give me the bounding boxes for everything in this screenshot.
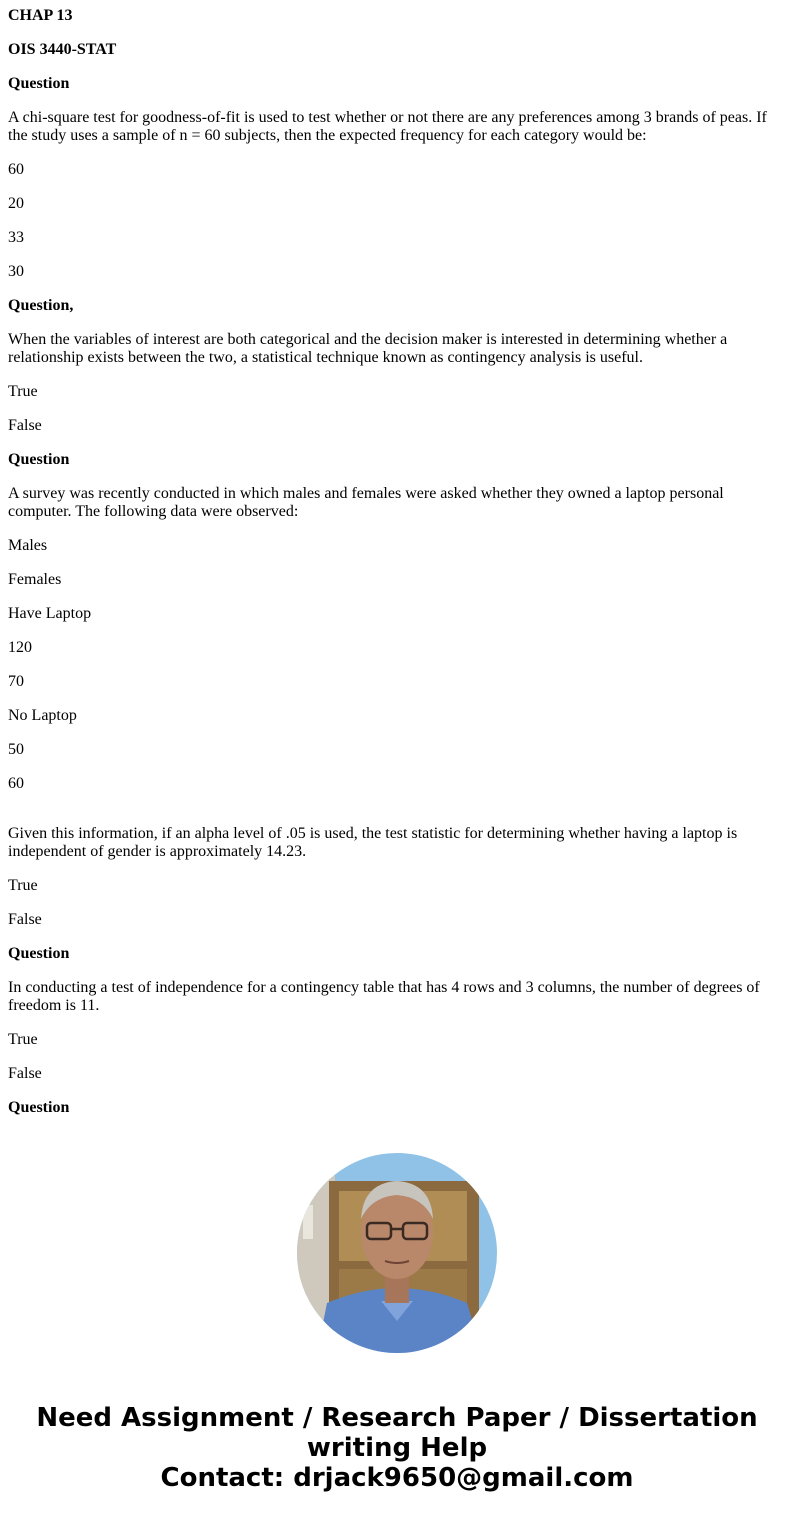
question-text: When the variables of interest are both categorical and the decision maker is interested in determining whether a relationship exists between the two, a statistical technique known as contingency analysis is useful.	[8, 331, 728, 366]
promo-line: writing Help	[306, 1433, 488, 1463]
question-text: In conducting a test of independence for a contingency table that has 4 rows and 3 columns, the number of degrees of freedom is 11.	[8, 979, 760, 1014]
answer-option: 30	[8, 263, 24, 280]
question-label: Question,	[8, 297, 74, 314]
answer-option: False	[8, 911, 42, 928]
table-cell: Have Laptop	[8, 605, 92, 622]
answer-option: 33	[8, 229, 24, 246]
table-cell: 60	[8, 775, 24, 792]
question-label: Question	[8, 75, 70, 92]
promo-line: Need Assignment / Research Paper / Dissertation	[36, 1403, 758, 1433]
table-cell: 70	[8, 673, 24, 690]
table-cell: No Laptop	[8, 707, 77, 724]
answer-option: False	[8, 1065, 42, 1082]
question-text: A survey was recently conducted in which males and females were asked whether they owned a laptop personal computer. The following data were observed:	[8, 485, 724, 520]
document-body	[8, 7, 784, 1133]
answer-option: True	[8, 383, 38, 400]
table-cell: Males	[8, 537, 48, 554]
answer-option: 60	[8, 161, 24, 178]
table-cell: 50	[8, 741, 24, 758]
chapter-heading: CHAP 13	[8, 7, 73, 24]
answer-option: True	[8, 1031, 38, 1048]
question-label: Question	[8, 945, 70, 962]
course-code: OIS 3440-STAT	[8, 41, 117, 58]
author-photo	[297, 1153, 497, 1353]
blank-line	[8, 809, 784, 825]
table-cell: 120	[8, 639, 32, 656]
promo-footer	[0, 1403, 794, 1493]
portrait-illustration	[297, 1153, 497, 1353]
question-text: A chi-square test for goodness-of-fit is used to test whether or not there are any preferences among 3 brands of peas. If the study uses a sample of n = 60 subjects, then the expected frequency for each category would be:	[8, 109, 767, 144]
answer-option: 20	[8, 195, 24, 212]
question-label: Question	[8, 1099, 70, 1116]
wall-switch	[303, 1205, 313, 1239]
table-cell: Females	[8, 571, 62, 588]
answer-option: True	[8, 877, 38, 894]
question-label: Question	[8, 451, 70, 468]
question-followup: Given this information, if an alpha level of .05 is used, the test statistic for determining whether having a laptop is independent of gender is approximately 14.23.	[8, 825, 738, 860]
contact-line: Contact: drjack9650@gmail.com	[160, 1463, 634, 1493]
answer-option: False	[8, 417, 42, 434]
